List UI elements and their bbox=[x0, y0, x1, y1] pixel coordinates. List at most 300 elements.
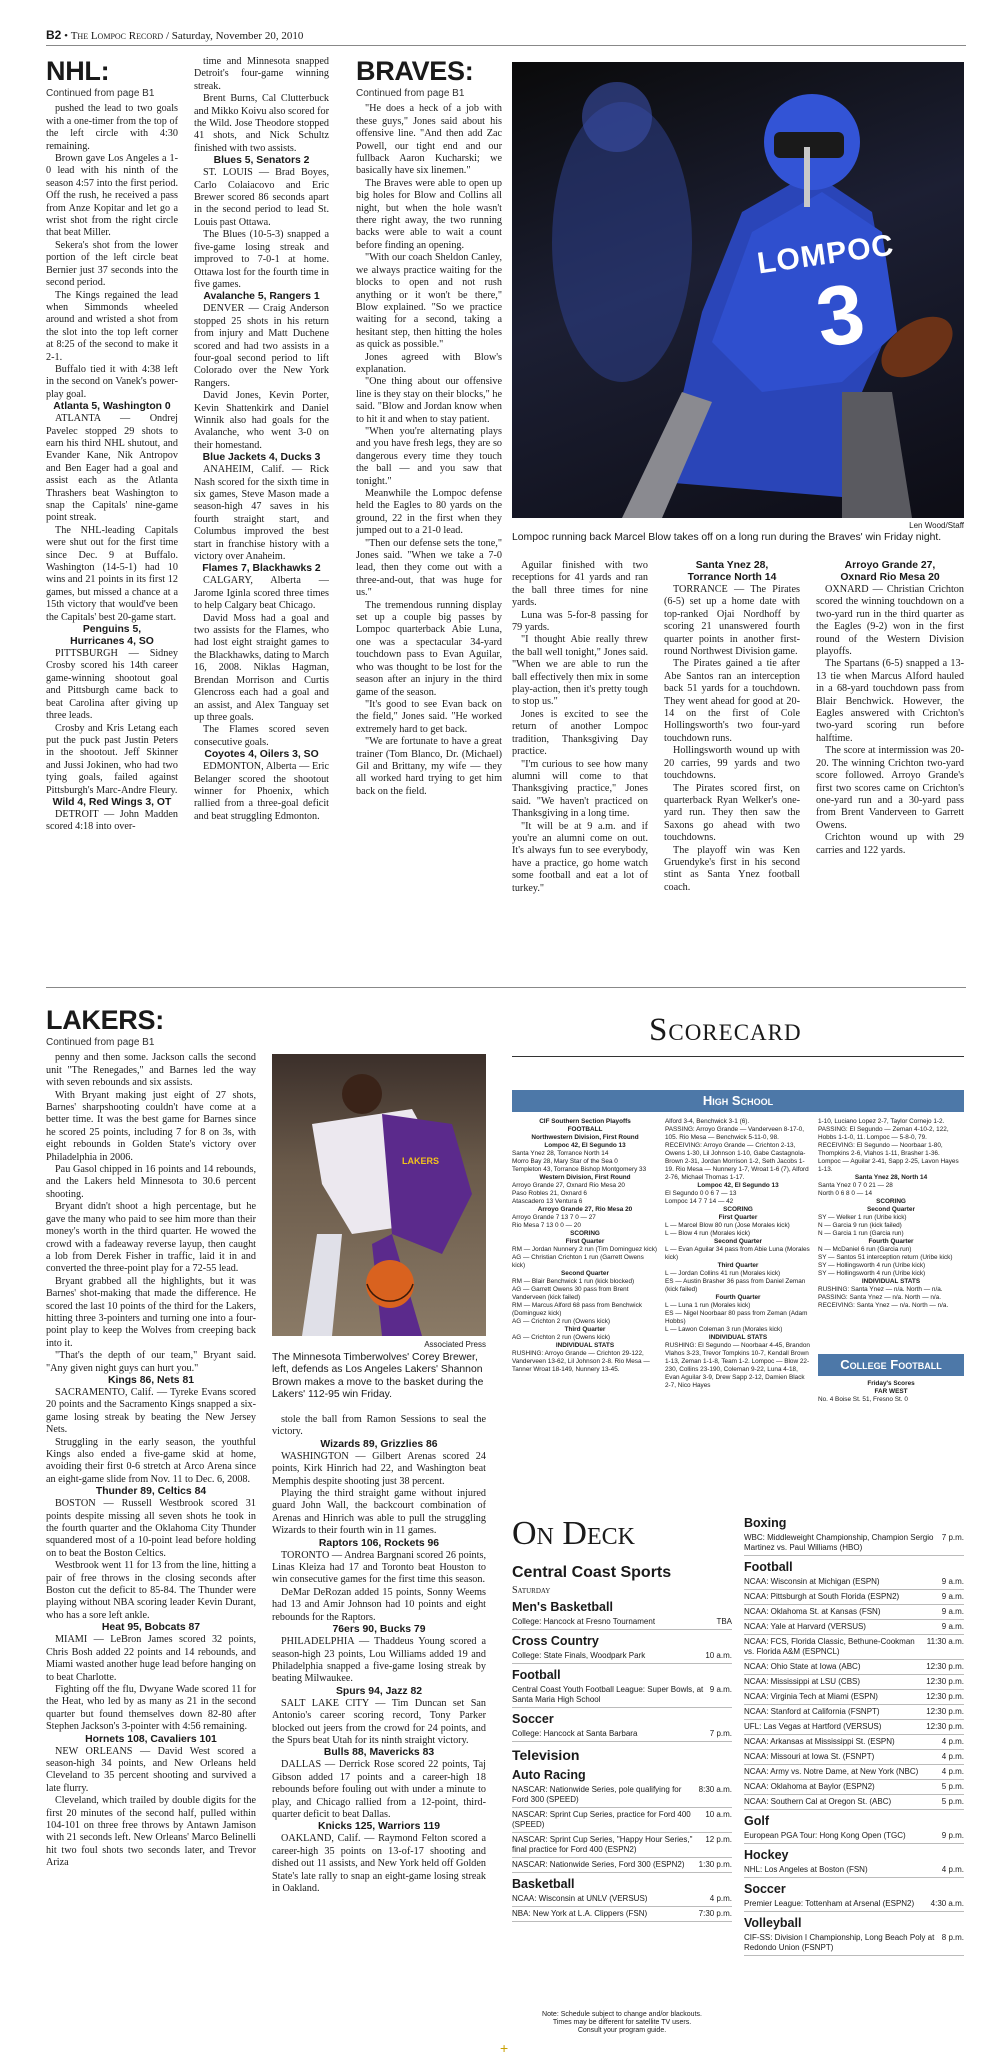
event-time: 9 a.m. bbox=[709, 1685, 732, 1694]
event-name: College: State Finals, Woodpark Park bbox=[512, 1651, 646, 1660]
paragraph: ANAHEIM, Calif. — Rick Nash scored for the sixth time in six games, Steve Mason made a season-high 47 saves in his fourth straight start, and Columbus improved the best start in franchise history with a victory over Anaheim. bbox=[194, 464, 329, 563]
event-time: 10 a.m. bbox=[705, 1651, 732, 1660]
paragraph: Hollingsworth wound up with 20 carries, 99 yards and two touchdowns. bbox=[664, 745, 800, 782]
schedule-row bbox=[512, 1649, 732, 1664]
subhead: Blue Jackets 4, Ducks 3 bbox=[202, 452, 321, 464]
event-name: NCAA: Stanford at California (FSNPT) bbox=[744, 1707, 880, 1716]
sport-heading: Football bbox=[512, 1668, 561, 1682]
paragraph: The Kings regained the lead when Simmonds wheeled around and wristed a shot from the slot into the top left corner at 8:25 of the second to make it 2-1. bbox=[46, 289, 178, 363]
nhl-column-2 bbox=[194, 56, 329, 946]
score-line: SY — Santos 51 interception return (Uribe kick) bbox=[818, 1254, 953, 1261]
event-time: 7 p.m. bbox=[941, 1533, 964, 1542]
football-photo-illustration bbox=[512, 62, 964, 518]
paragraph: The Flames scored seven consecutive goals. bbox=[194, 724, 329, 748]
event-name: NCAA: Army vs. Notre Dame, at New York (NBC) bbox=[744, 1767, 919, 1776]
lakers-column-1 bbox=[46, 1005, 256, 2035]
paragraph: PITTSBURGH — Sidney Crosby scored his 14th career game-winning shootout goal and Pittsburgh came back to beat Carolina after giving up three leads. bbox=[46, 648, 178, 722]
event-name: Premier League: Tottenham at Arsenal (ESPN2) bbox=[744, 1899, 915, 1908]
score-line: 1-10, Luciano Lopez 2-7, Taylor Cornejo 1-2. bbox=[818, 1118, 945, 1125]
schedule-row bbox=[744, 1863, 964, 1878]
schedule-row bbox=[512, 1615, 732, 1630]
paragraph: Meanwhile the Lompoc defense held the Eagles to 80 yards on the ground, 22 in the first when they jumped out to a 21-0 lead. bbox=[356, 488, 502, 537]
lakers-headline: LAKERS: bbox=[46, 1005, 164, 1035]
event-name: NCAA: FCS, Florida Classic, Bethune-Cookman vs. Florida A&M (ESPNCL) bbox=[744, 1637, 915, 1656]
schedule-row bbox=[744, 1829, 964, 1844]
paragraph: DALLAS — Derrick Rose scored 22 points, Taj Gibson added 17 points and a career-high 18 rebounds before fouling out with under a minute to play, and Chicago rallied from a 12-point, third-quarter deficit to beat Dallas. bbox=[272, 1759, 486, 1820]
paragraph: The Braves were able to open up big holes for Blow and Collins all night, but when the hole wasn't there right away, the two running backs were able to wait a count before finding an opening. bbox=[356, 177, 502, 251]
event-time: 5 p.m. bbox=[941, 1782, 964, 1791]
event-time: 9 p.m. bbox=[941, 1831, 964, 1840]
score-line: Santa Ynez 28, North 14 bbox=[854, 1174, 928, 1181]
event-time: 9 a.m. bbox=[941, 1577, 964, 1586]
page-header bbox=[46, 28, 966, 46]
event-name: NCAA: Missouri at Iowa St. (FSNPT) bbox=[744, 1752, 875, 1761]
paragraph: Crosby and Kris Letang each put the puck past Justin Peters in the shootout. Jeff Skinner and Jussi Jokinen, who had two tying goals, failed against Pittsburgh's Marc-Andre Fleury. bbox=[46, 722, 178, 796]
score-line: INDIVIDUAL STATS bbox=[555, 1342, 615, 1349]
score-line: PASSING: El Segundo — Zeman 4-10-2, 122, Hobbs 1-1-0, 11. Lompoc — 5-8-0, 79. bbox=[818, 1126, 949, 1141]
schedule-row bbox=[512, 1892, 732, 1907]
subhead: 76ers 90, Bucks 79 bbox=[332, 1624, 426, 1636]
paragraph: time and Minnesota snapped Detroit's four-game winning streak. bbox=[194, 56, 329, 92]
paragraph: Bryant grabbed all the highlights, but it was Barnes' shot-making that made the difference. He scored the last 10 points of the third for the Lakers, hitting three 3-pointers and turning one into a four-point play to keep the Wolves from creeping back into it. bbox=[46, 1275, 256, 1349]
score-line: RECEIVING: El Segundo — Noorbaar 1-80, Thompkins 2-6, Vlahos 1-11, Brasher 1-36. Lompoc — Aguilar 2-41, Sapp 2-25, Lavon Hayes 1-13. bbox=[818, 1142, 959, 1173]
arroyo-grande-story bbox=[816, 560, 964, 946]
score-line: No. 4 Boise St. 51, Fresno St. 0 bbox=[818, 1396, 908, 1403]
score-line: RM — Jordan Nunnery 2 run (Tim Dominguez kick) bbox=[512, 1246, 658, 1253]
subhead: Blues 5, Senators 2 bbox=[213, 155, 310, 167]
paragraph: "When you're alternating plays and you have fresh legs, they are so dangerous every time they touch the ball — and you saw that tonight." bbox=[356, 425, 502, 487]
on-deck-title: On Deck bbox=[512, 1515, 635, 1552]
paragraph: DENVER — Craig Anderson stopped 25 shots in his return from injury and Matt Duchene scored and had two assists in a four-goal second period to lift Colorado over the New York Rangers. bbox=[194, 303, 329, 389]
subhead: Hornets 108, Cavaliers 101 bbox=[85, 1733, 217, 1745]
score-line: Northwestern Division, First Round bbox=[531, 1134, 639, 1141]
score-line: ES — Nigel Noorbaar 80 pass from Zeman (Adam Hobbs) bbox=[665, 1310, 808, 1325]
score-line: Lompoc 42, El Segundo 13 bbox=[544, 1142, 626, 1149]
score-line: N — Garcia 1 run (Garcia run) bbox=[818, 1230, 904, 1237]
paragraph: TORONTO — Andrea Bargnani scored 26 points, Linas Kleiza had 17 and Toronto beat Houston to win consecutive games for the first time this season. bbox=[272, 1549, 486, 1586]
event-time: 4 p.m. bbox=[941, 1737, 964, 1746]
schedule-note bbox=[512, 2011, 732, 2035]
score-line: CIF Southern Section Playoffs bbox=[539, 1118, 631, 1125]
event-time: 4 p.m. bbox=[941, 1767, 964, 1776]
paragraph: Jones is excited to see the return of another Lompoc tradition, Thanksgiving Day practice. bbox=[512, 708, 648, 758]
score-line: Third Quarter bbox=[717, 1262, 759, 1269]
paragraph: SACRAMENTO, Calif. — Tyreke Evans scored 20 points and the Sacramento Kings snapped a six-game losing streak by beating the New Jersey Nets. bbox=[46, 1386, 256, 1436]
schedule-row bbox=[744, 1735, 964, 1750]
event-name: Central Coast Youth Football League: Super Bowls, at Santa Maria High School bbox=[512, 1685, 704, 1704]
schedule-row bbox=[744, 1660, 964, 1675]
score-line: Lompoc 42, El Segundo 13 bbox=[697, 1182, 779, 1189]
event-time: 12:30 p.m. bbox=[926, 1707, 964, 1716]
paragraph: penny and then some. Jackson calls the second unit "The Renegades," and Barnes led the way with seven rebounds and six assists. bbox=[46, 1052, 256, 1089]
schedule-row bbox=[744, 1765, 964, 1780]
subhead: Flames 7, Blackhawks 2 bbox=[202, 563, 321, 575]
schedule-row bbox=[744, 1720, 964, 1735]
subhead: Bulls 88, Mavericks 83 bbox=[323, 1747, 435, 1759]
paragraph: "We are fortunate to have a great trainer (Tom Blanco, Dr. (Michael) Gil and Brittany, my wife — they all worked hard trying to get him back on the field. bbox=[356, 736, 502, 797]
score-line: Alford 3-4, Benchwick 3-1 (6). bbox=[665, 1118, 750, 1125]
score-line: SCORING bbox=[876, 1198, 906, 1205]
schedule-row bbox=[744, 1690, 964, 1705]
score-line: Morro Bay 28, Mary Star of the Sea 0 bbox=[512, 1158, 618, 1165]
score-line: RECEIVING: Santa Ynez — n/a. North — n/a. bbox=[818, 1302, 949, 1309]
event-name: NCAA: Virginia Tech at Miami (ESPN) bbox=[744, 1692, 878, 1701]
paragraph: TORRANCE — The Pirates (6-5) set up a home date with top-ranked Ojai Nordhoff by scoring 21 unanswered fourth quarter points in another first-round Northwest Division game. bbox=[664, 584, 800, 658]
jersey-number: 3 bbox=[810, 265, 870, 365]
television-heading: Television bbox=[512, 1747, 580, 1763]
event-name: NASCAR: Sprint Cup Series, practice for Ford 400 (SPEED) bbox=[512, 1810, 691, 1829]
schedule-row bbox=[744, 1620, 964, 1635]
schedule-row bbox=[512, 1858, 732, 1873]
photo-caption: The Minnesota Timberwolves' Corey Brewer, left, defends as Los Angeles Lakers' Shannon Brown makes a move to the basket during the Lakers' 112-95 win Friday. bbox=[272, 1352, 484, 1401]
score-line: SY — Hollingsworth 4 run (Uribe kick) bbox=[818, 1270, 926, 1277]
note-line: Times may be different for satellite TV users. bbox=[552, 2019, 692, 2026]
header-separator: • bbox=[64, 30, 68, 42]
paragraph: Brent Burns, Cal Clutterbuck and Mikko Koivu also scored for the Wild. Jose Theodore stopped 41 shots, and Nick Schultz finished with two assists. bbox=[194, 93, 329, 154]
score-line: Atascadero 13 Ventura 6 bbox=[512, 1198, 583, 1205]
paragraph: OXNARD — Christian Crichton scored the winning touchdown on a two-yard run in the third quarter as the Eagles (9-2) won in the first round of the Western Division playoffs. bbox=[816, 584, 964, 658]
score-line: RUSHING: Arroyo Grande — Crichton 29-122, Vanderveen 13-62, Lil Johnson 2-8. Rio Mesa — Tanner Wroat 18-149, Nunnery 13-45. bbox=[512, 1350, 650, 1373]
braves-headline: BRAVES: bbox=[356, 56, 474, 86]
schedule-row bbox=[744, 1605, 964, 1620]
braves-continued: Continued from page B1 bbox=[356, 88, 465, 99]
schedule-row bbox=[512, 1683, 732, 1708]
svg-text:LAKERS: LAKERS bbox=[402, 1156, 440, 1166]
paragraph: "Then our defense sets the tone," Jones said. "When we take a 7-0 lead, then they come out with a three-and-out, that was huge for us." bbox=[356, 537, 502, 599]
schedule-left bbox=[512, 1584, 732, 1922]
score-line: RM — Marcus Alford 68 pass from Benchwick (Dominguez kick) bbox=[512, 1302, 642, 1317]
score-line: RUSHING: El Segundo — Noorbaar 4-45, Brandon Vlahos 3-23, Trevor Tompkins 10-7, Kendall Brown 1-13, Zeman 1-1-8, Team 1-2. Lompoc — Blow 22-230, Collins 23-190, Coleman 9-22, Luna 4-18, Evan Aguilar 3-9, Drew Sapp 2-12, Damien Black 2-7, Nico Hayes bbox=[665, 1342, 810, 1389]
event-time: 10 a.m. bbox=[705, 1810, 732, 1819]
score-line: Second Quarter bbox=[714, 1238, 762, 1245]
paragraph: The Spartans (6-5) snapped a 13-13 tie when Marcus Alford hauled in a 68-yard touchdown pass from Blair Benchwick. However, the Eagles answered with Crichton's two-yard scoring run before halftime. bbox=[816, 658, 964, 744]
event-time: 12:30 p.m. bbox=[926, 1662, 964, 1671]
score-line: N — McDaniel 6 run (Garcia run) bbox=[818, 1246, 912, 1253]
paragraph: SALT LAKE CITY — Tim Duncan set San Antonio's career scoring record, Tony Parker blocked out jeers from the crowd for 24 points, and the Spurs beat Utah for its ninth straight victory. bbox=[272, 1697, 486, 1746]
braves-column-1 bbox=[356, 56, 502, 946]
schedule-row bbox=[744, 1780, 964, 1795]
score-line: Lompoc 14 7 7 14 — 42 bbox=[665, 1198, 734, 1205]
event-name: NASCAR: Sprint Cup Series, "Happy Hour Series," final practice for Ford 400 (ESPN2) bbox=[512, 1835, 693, 1854]
event-time: 4 p.m. bbox=[941, 1752, 964, 1761]
score-line: SY — Hollingsworth 4 run (Uribe kick) bbox=[818, 1262, 926, 1269]
schedule-right bbox=[744, 1512, 964, 1956]
scores-box-2 bbox=[665, 1118, 811, 1506]
score-line: Second Quarter bbox=[561, 1270, 609, 1277]
score-line: First Quarter bbox=[718, 1214, 758, 1221]
paragraph: stole the ball from Ramon Sessions to seal the victory. bbox=[272, 1414, 486, 1438]
jersey-lettering: LOMPOC bbox=[755, 228, 897, 281]
subhead: Wild 4, Red Wings 3, OT bbox=[52, 796, 172, 808]
paragraph: ST. LOUIS — Brad Boyes, Carlo Colaiacovo and Eric Brewer scored 86 seconds apart in the second period to lead St. Louis past Ottawa. bbox=[194, 167, 329, 228]
event-name: NCAA: Mississippi at LSU (CBS) bbox=[744, 1677, 861, 1686]
sport-heading: Boxing bbox=[744, 1516, 787, 1530]
score-line: SY — Welker 1 run (Uribe kick) bbox=[818, 1214, 907, 1221]
score-line: L — Blow 4 run (Morales kick) bbox=[665, 1230, 750, 1237]
score-line: RUSHING: Santa Ynez — n/a. North — n/a. bbox=[818, 1286, 943, 1293]
paragraph: CALGARY, Alberta — Jarome Iginla scored three times to help Calgary beat Chicago. bbox=[194, 575, 329, 612]
nhl-headline: NHL: bbox=[46, 56, 110, 86]
paragraph: Brown gave Los Angeles a 1-0 lead with his ninth of the season 4:57 into the first period. Off the rush, he received a pass from Anze Kopitar and let go a wrist shot from the right circle that beat Miller. bbox=[46, 153, 178, 239]
paragraph: Westbrook went 11 for 13 from the line, hitting a pair of free throws in the closing seconds after Boston cut the deficit to 85-84. The Thunder were playing without NBA scoring leader Kevin Durant, who has a sore left ankle. bbox=[46, 1560, 256, 1621]
event-time: 5 p.m. bbox=[941, 1797, 964, 1806]
nhl-column-1 bbox=[46, 56, 178, 946]
score-line: L — Marcel Blow 80 run (Jose Morales kick) bbox=[665, 1222, 790, 1229]
paragraph: The Pirates gained a tie after Abe Santos ran an interception back 51 yards for a touchdown. They went ahead for good at 20-14 on the first of Cole Hollingsworth's two four-yard touchdown runs. bbox=[664, 658, 800, 744]
sport-heading: Volleyball bbox=[744, 1916, 802, 1930]
paragraph: With Bryant making just eight of 27 shots, Barnes' sharpshooting couldn't have come at a better time. It was the best game for Barnes since he scored 25 points, including 7 for 8 on 3s, with eight rebounds in Golden State's victory over Philadelphia in 2006. bbox=[46, 1089, 256, 1163]
sport-heading: Auto Racing bbox=[512, 1768, 586, 1782]
paragraph: EDMONTON, Alberta — Eric Belanger scored the shootout winner for Phoenix, which rallied from a three-goal deficit and beat struggling Edmonton. bbox=[194, 761, 329, 822]
event-name: NCAA: Pittsburgh at South Florida (ESPN2) bbox=[744, 1592, 900, 1601]
event-name: NCAA: Oklahoma at Baylor (ESPN2) bbox=[744, 1782, 875, 1791]
central-coast-sports: Central Coast Sports bbox=[512, 1564, 672, 1581]
subhead: Atlanta 5, Washington 0 bbox=[53, 401, 171, 413]
sport-heading: Men's Basketball bbox=[512, 1600, 613, 1614]
paragraph: David Jones, Kevin Porter, Kevin Shattenkirk and Daniel Winnik also had goals for the Avalanche, who went 3-0 on their homestand. bbox=[194, 390, 329, 451]
score-line: ES — Austin Brasher 36 pass from Daniel Zeman (kick failed) bbox=[665, 1278, 806, 1293]
score-line: Fourth Quarter bbox=[715, 1294, 761, 1301]
score-line: PASSING: Santa Ynez — n/a. North — n/a. bbox=[818, 1294, 942, 1301]
score-line: North 0 6 8 0 — 14 bbox=[818, 1190, 872, 1197]
score-line: Friday's Scores bbox=[867, 1380, 915, 1387]
basketball-photo bbox=[272, 1054, 486, 1336]
paragraph: The NHL-leading Capitals were shut out for the first time since Dec. 9 at Buffalo. Washington (14-5-1) had 10 wins and 21 points in its first 12 games, but missed a chance at a 15th victory that would've been the Capitals' best 20-game start. bbox=[46, 524, 178, 623]
paragraph: "One thing about our offensive line is they stay on their blocks," he said. "Blow and Jordan know when to hit it and when to stay patient. bbox=[356, 376, 502, 425]
event-name: UFL: Las Vegas at Hartford (VERSUS) bbox=[744, 1722, 882, 1731]
paragraph: "With our coach Sheldon Canley, we always practice waiting for the blocks to open and not rush anything or it won't be there," Blow explained. "So we practice waiting for a second, taking a hesitant step, then hitting the holes as quick as possible." bbox=[356, 252, 502, 351]
scores-box-1 bbox=[512, 1118, 658, 1506]
event-name: NASCAR: Nationwide Series, pole qualifying for Ford 300 (SPEED) bbox=[512, 1785, 682, 1804]
paragraph: "I thought Abie really threw the ball well tonight," Jones said. "When we are able to run the ball effectively then mix in some play-action, then it's pretty tough to stop us." bbox=[512, 634, 648, 708]
event-time: 8 p.m. bbox=[941, 1933, 964, 1942]
event-name: NHL: Los Angeles at Boston (FSN) bbox=[744, 1865, 868, 1874]
schedule-row bbox=[744, 1897, 964, 1912]
photo-caption: Lompoc running back Marcel Blow takes off on a long run during the Braves' win Friday night. bbox=[512, 532, 942, 543]
schedule-row bbox=[744, 1575, 964, 1590]
sport-heading: Soccer bbox=[744, 1882, 786, 1896]
lakers-continued: Continued from page B1 bbox=[46, 1037, 155, 1048]
paragraph: "That's the depth of our team," Bryant said. "Any given night guys can hurt you." bbox=[46, 1350, 256, 1374]
score-line: Rio Mesa 7 13 0 0 — 20 bbox=[512, 1222, 581, 1229]
subhead: Knicks 125, Warriors 119 bbox=[317, 1821, 441, 1833]
event-name: NBA: New York at L.A. Clippers (FSN) bbox=[512, 1909, 648, 1918]
paragraph: ATLANTA — Ondrej Pavelec stopped 29 shots to earn his third NHL shutout, and Evander Kane, Nik Antropov and Ben Eager had a goal and assist each as the Atlanta Thrashers beat Washington to snap the Capitals' nine-game point streak. bbox=[46, 413, 178, 524]
paragraph: "It will be at 9 a.m. and if you're an alumni come on out. It's always fun to see everybody, have a practice, go home watch some football and eat a lot of turkey." bbox=[512, 820, 648, 894]
paragraph: Buffalo tied it with 4:38 left in the second on Vanek's power-play goal. bbox=[46, 363, 178, 400]
score-line: Templeton 43, Torrance Bishop Montgomery 33 bbox=[512, 1166, 647, 1173]
issue-date: / Saturday, November 20, 2010 bbox=[165, 30, 304, 42]
schedule-row bbox=[744, 1635, 964, 1660]
paragraph: MIAMI — LeBron James scored 32 points, Chris Bosh added 22 points and 14 rebounds, and Miami wasted another huge lead before hanging on to beat Charlotte. bbox=[46, 1634, 256, 1683]
event-time: 9 a.m. bbox=[941, 1592, 964, 1601]
event-time: 4:30 a.m. bbox=[930, 1899, 964, 1908]
paragraph: BOSTON — Russell Westbrook scored 31 points despite missing all seven shots he took in the fourth quarter and the Oklahoma City Thunder squandered most of a 10-point lead before holding on to beat the Boston Celtics. bbox=[46, 1498, 256, 1559]
score-line: AG — Garrett Owens 30 pass from Brent Vanderveen (kick failed) bbox=[512, 1286, 629, 1301]
score-line: FOOTBALL bbox=[567, 1126, 603, 1133]
event-name: NCAA: Oklahoma St. at Kansas (FSN) bbox=[744, 1607, 881, 1616]
santa-ynez-story bbox=[664, 560, 800, 946]
paragraph: The Blues (10-5-3) snapped a five-game losing streak and improved to 7-0-1 at home. Ottawa lost for the fourth time in five games. bbox=[194, 229, 329, 290]
paragraph: The playoff win was Ken Gruendyke's first in his second stint as Santa Ynez football coach. bbox=[664, 844, 800, 893]
paragraph: Aguilar finished with two receptions for 41 yards and ran the ball three times for nine yards. bbox=[512, 560, 648, 609]
score-line: L — Jordan Collins 41 run (Morales kick) bbox=[665, 1270, 781, 1277]
braves-column-2 bbox=[512, 560, 648, 946]
schedule-row bbox=[512, 1783, 732, 1808]
event-time: 7 p.m. bbox=[709, 1729, 732, 1738]
paragraph: Playing the third straight game without injured guard John Wall, the backcourt combination of Arenas and Hinrich was able to pull the struggling Wizards to their fourth win in 11 games. bbox=[272, 1488, 486, 1537]
score-line: FAR WEST bbox=[874, 1388, 908, 1395]
event-time: 4 p.m. bbox=[709, 1894, 732, 1903]
sport-heading: Hockey bbox=[744, 1848, 789, 1862]
scorecard-title: Scorecard bbox=[649, 1012, 802, 1048]
paragraph: NEW ORLEANS — David West scored a season-high 34 points, and New Orleans held Cleveland to 35 percent shooting and survived a late flurry. bbox=[46, 1745, 256, 1794]
scorecard-rule bbox=[512, 1056, 964, 1057]
schedule-row bbox=[744, 1750, 964, 1765]
schedule-row bbox=[744, 1675, 964, 1690]
score-line: RECEIVING: Arroyo Grande — Crichton 2-13, Owens 1-30, Lil Johnson 1-10, Gabe Castagnola-Brown 2-31, Jordan Morrison 1-2, Seth Jacobs 1-19. Rio Mesa — Nunnery 1-7, Wroat 1-6 (7), Alford 2-76, Michael Thomas 1-17. bbox=[665, 1142, 809, 1181]
event-time: 9 a.m. bbox=[941, 1622, 964, 1631]
score-line: PASSING: Arroyo Grande — Vanderveen 8-17-0, 105. Rio Mesa — Benchwick 5-11-0, 98. bbox=[665, 1126, 805, 1141]
lakers-column-2 bbox=[272, 1414, 486, 2034]
sport-heading: Golf bbox=[744, 1814, 769, 1828]
score-line: L — Luna 1 run (Morales kick) bbox=[665, 1302, 751, 1309]
event-name: NCAA: Wisconsin at UNLV (VERSUS) bbox=[512, 1894, 648, 1903]
event-time: 8:30 a.m. bbox=[698, 1785, 732, 1794]
paragraph: Cleveland, which trailed by double digits for the first 20 minutes of the second half, pulled within 104-101 on three free throws by Antawn Jamison with 21 seconds left. New Orleans' Marco Belinelli hit two foul shots two seconds later, and Trevor Ariza bbox=[46, 1795, 256, 1869]
event-name: NASCAR: Nationwide Series, Ford 300 (ESPN2) bbox=[512, 1860, 685, 1869]
schedule-row bbox=[744, 1590, 964, 1605]
score-line: El Segundo 0 0 6 7 — 13 bbox=[665, 1190, 737, 1197]
paragraph: pushed the lead to two goals with a one-timer from the top of the left circle with 4:30 remaining. bbox=[46, 103, 178, 152]
scores-box-3 bbox=[818, 1118, 964, 1348]
subhead: Coyotes 4, Oilers 3, SO bbox=[204, 749, 319, 761]
schedule-row bbox=[744, 1705, 964, 1720]
paragraph: Luna was 5-for-8 passing for 79 yards. bbox=[512, 609, 648, 634]
event-time: TBA bbox=[716, 1617, 732, 1626]
event-name: CIF-SS: Division I Championship, Long Beach Poly at Redondo Union (FSNPT) bbox=[744, 1933, 935, 1952]
paragraph: Pau Gasol chipped in 16 points and 14 rebounds, and the Lakers held Minnesota to 30.6 percent shooting. bbox=[46, 1164, 256, 1200]
schedule-row bbox=[744, 1531, 964, 1556]
subhead: Spurs 94, Jazz 82 bbox=[335, 1685, 423, 1697]
event-time: 12:30 p.m. bbox=[926, 1677, 964, 1686]
event-time: 12:30 p.m. bbox=[926, 1722, 964, 1731]
schedule-row bbox=[512, 1808, 732, 1833]
schedule-row bbox=[512, 1833, 732, 1858]
event-name: College: Hancock at Fresno Tournament bbox=[512, 1617, 656, 1626]
subhead: Penguins 5, bbox=[82, 624, 142, 636]
paragraph: "He does a heck of a job with these guys," Jones said about his offensive line. "And then add Zac Powell, our tight end and our fullback Aaron Kucharski; we basically have six linemen." bbox=[356, 103, 502, 177]
sport-heading: Basketball bbox=[512, 1877, 575, 1891]
score-line: Arroyo Grande 7 13 7 0 — 27 bbox=[512, 1214, 596, 1221]
subhead: Raptors 106, Rockets 96 bbox=[318, 1537, 440, 1549]
subhead: Wizards 89, Grizzlies 86 bbox=[320, 1438, 438, 1450]
nhl-continued: Continued from page B1 bbox=[46, 88, 155, 99]
paragraph: Crichton wound up with 29 carries and 122 yards. bbox=[816, 832, 964, 856]
event-time: 12:30 p.m. bbox=[926, 1692, 964, 1701]
score-line: L — Lawon Coleman 3 run (Morales kick) bbox=[665, 1326, 783, 1333]
score-line: Third Quarter bbox=[564, 1326, 606, 1333]
event-name: NCAA: Ohio State at Iowa (ABC) bbox=[744, 1662, 861, 1671]
subhead: Torrance North 14 bbox=[687, 572, 777, 583]
paragraph: WASHINGTON — Gilbert Arenas scored 24 points, Kirk Hinrich had 22, and Washington beat Memphis despite shooting just 38 percent. bbox=[272, 1450, 486, 1487]
paragraph: The score at intermission was 20-20. The winning Crichton two-yard score followed. Arroyo Grande's first two scores came on Crichton's one-yard run and a 30-yard pass from Brent Vanderveen to Garrett Owens. bbox=[816, 745, 964, 831]
event-name: WBC: Middleweight Championship, Champion Sergio Martinez vs. Paul Williams (HBO) bbox=[744, 1533, 934, 1552]
subhead: Santa Ynez 28, bbox=[695, 560, 769, 571]
schedule-row bbox=[744, 1795, 964, 1810]
event-time: 9 a.m. bbox=[941, 1607, 964, 1616]
paragraph: Bryant didn't shoot a high percentage, but he gave the many who paid to see him more than their money's worth in the third quarter. He wowed the crowd with a fadeaway reverse layup, then caught a lob from Derek Fisher in traffic, laid it in and converted the three-point play for a 72-55 lead. bbox=[46, 1201, 256, 1275]
subhead: Hurricanes 4, SO bbox=[70, 636, 154, 648]
paragraph: DETROIT — John Madden scored 4:18 into over- bbox=[46, 808, 178, 833]
subhead: Kings 86, Nets 81 bbox=[107, 1374, 195, 1386]
score-line: AG — Crichton 2 run (Owens kick) bbox=[512, 1334, 611, 1341]
subhead: Avalanche 5, Rangers 1 bbox=[203, 291, 320, 303]
paragraph: "It's good to see Evan back on the field," Jones said. "He worked extremely hard to get back. bbox=[356, 698, 502, 735]
score-line: INDIVIDUAL STATS bbox=[708, 1334, 768, 1341]
score-line: Arroyo Grande 27, Oxnard Rio Mesa 20 bbox=[512, 1182, 625, 1189]
paragraph: OAKLAND, Calif. — Raymond Felton scored a career-high 35 points on 13-of-17 shooting and dished out 11 assists, and New York held off Golden State's late rally to snap an eight-game losing streak in Oakland. bbox=[272, 1833, 486, 1894]
event-time: 4 p.m. bbox=[941, 1865, 964, 1874]
page-number: B2 bbox=[46, 28, 62, 42]
score-line: INDIVIDUAL STATS bbox=[861, 1278, 921, 1285]
paragraph: The tremendous running display set up a couple big passes by Lompoc quarterback Abie Luna, one was a spectacular 34-yard touchdown pass to Evan Aguilar, who was thought to be lost for the season after an injury in the third game of the season. bbox=[356, 599, 502, 698]
score-line: First Quarter bbox=[565, 1238, 605, 1245]
event-name: College: Hancock at Santa Barbara bbox=[512, 1729, 638, 1738]
score-line: AG — Christian Crichton 1 run (Garrett Owens kick) bbox=[512, 1254, 644, 1269]
subhead: Oxnard Rio Mesa 20 bbox=[840, 572, 940, 583]
score-line: Santa Ynez 28, Torrance North 14 bbox=[512, 1150, 609, 1157]
subhead: Heat 95, Bobcats 87 bbox=[101, 1622, 201, 1634]
subhead: Arroyo Grande 27, bbox=[844, 560, 936, 571]
high-school-band: High School bbox=[512, 1090, 964, 1112]
score-line: Fourth Quarter bbox=[868, 1238, 914, 1245]
event-time: 7:30 p.m. bbox=[698, 1909, 732, 1918]
photo-credit: Associated Press bbox=[424, 1340, 486, 1349]
note-line: Consult your program guide. bbox=[577, 2027, 667, 2034]
subhead: Thunder 89, Celtics 84 bbox=[95, 1486, 207, 1498]
sport-heading: Soccer bbox=[512, 1712, 554, 1726]
score-line: L — Evan Aguilar 34 pass from Abie Luna (Morales kick) bbox=[665, 1246, 810, 1261]
score-line: Santa Ynez 0 7 0 21 — 28 bbox=[818, 1182, 893, 1189]
paragraph: Sekera's shot from the lower portion of the left circle beat Bernier just 37 seconds into the second period. bbox=[46, 239, 178, 289]
paragraph: Struggling in the early season, the youthful Kings also ended a five-game skid at home, avoiding their first 0-6 stretch at Arco Arena since an eight-game slide from Nov. 11 to Dec. 6, 2008. bbox=[46, 1436, 256, 1485]
registration-mark: + bbox=[500, 2040, 509, 2056]
paragraph: PHILADELPHIA — Thaddeus Young scored a season-high 23 points, Lou Williams added 19 and Philadelphia snapped a five-game losing streak by beating Milwaukee. bbox=[272, 1636, 486, 1685]
event-name: European PGA Tour: Hong Kong Open (TGC) bbox=[744, 1831, 906, 1840]
paragraph: DeMar DeRozan added 15 points, Sonny Weems had 13 and Amir Johnson had 10 points and eight rebounds for the Raptors. bbox=[272, 1586, 486, 1623]
event-time: 11:30 a.m. bbox=[926, 1637, 964, 1646]
sport-heading: Football bbox=[744, 1560, 793, 1574]
schedule-row bbox=[512, 1727, 732, 1742]
score-line: Paso Robles 21, Oxnard 6 bbox=[512, 1190, 587, 1197]
newspaper-name: The Lompoc Record bbox=[70, 30, 164, 42]
score-line: N — Garcia 9 run (kick failed) bbox=[818, 1222, 902, 1229]
score-line: Western Division, First Round bbox=[539, 1174, 631, 1181]
event-name: NCAA: Yale at Harvard (VERSUS) bbox=[744, 1622, 866, 1631]
paragraph: Fighting off the flu, Dwyane Wade scored 11 for the Heat, who led by as many as 21 in the second quarter but found themselves down 82-80 after Stephen Jackson's 3-pointer with 4:56 remaining. bbox=[46, 1683, 256, 1733]
score-line: AG — Crichton 2 run (Owens kick) bbox=[512, 1318, 611, 1325]
score-line: RM — Blair Benchwick 1 run (kick blocked) bbox=[512, 1278, 635, 1285]
event-name: NCAA: Southern Cal at Oregon St. (ABC) bbox=[744, 1797, 892, 1806]
schedule-row bbox=[512, 1907, 732, 1922]
day-label: Saturday bbox=[512, 1585, 551, 1596]
football-photo bbox=[512, 62, 964, 518]
college-football-band: College Football bbox=[818, 1354, 964, 1376]
score-line: SCORING bbox=[723, 1206, 753, 1213]
score-line: SCORING bbox=[570, 1230, 600, 1237]
paragraph: "I'm curious to see how many alumni will come to that Thanksgiving practice," Jones said. "We haven't practiced on Thanksgiving in a long time. bbox=[512, 758, 648, 820]
